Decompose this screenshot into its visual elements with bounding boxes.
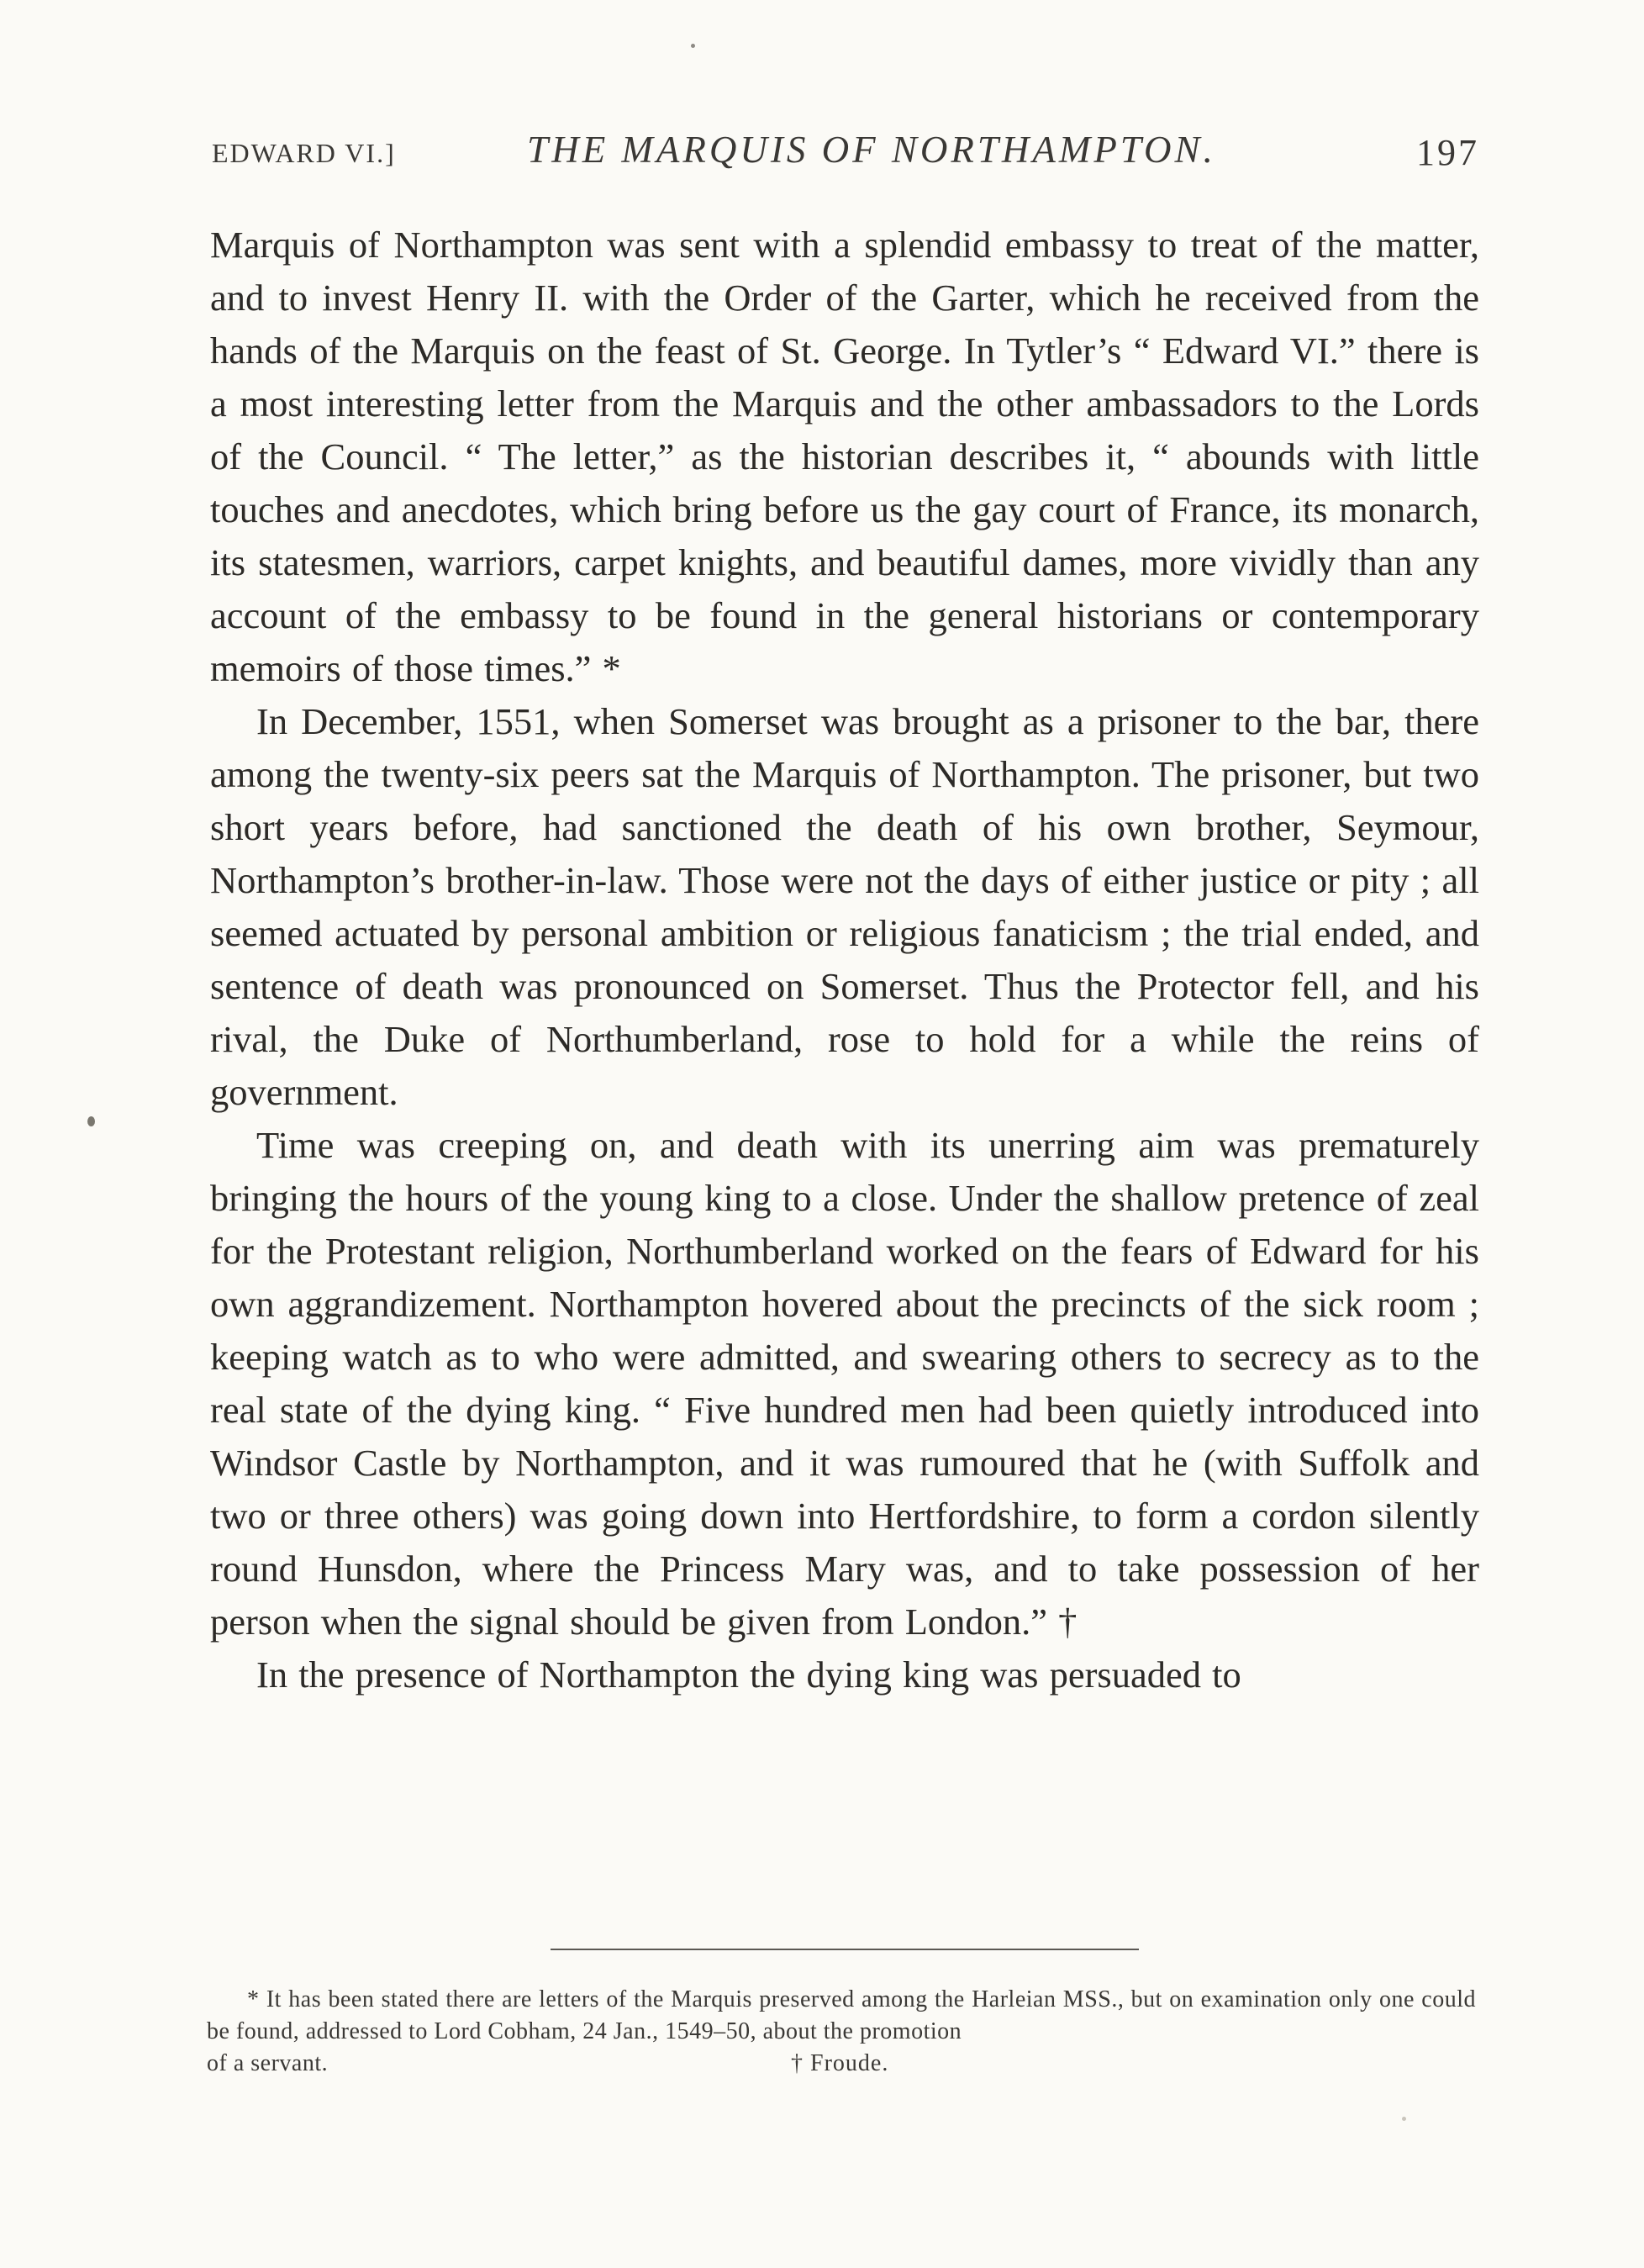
paragraph-4: In the presence of Northampton the dying king was persuaded to	[256, 1654, 1241, 1696]
paper-speck	[1402, 2117, 1406, 2121]
body-text	[210, 219, 1479, 1701]
footnotes	[207, 1984, 1476, 2080]
footnote-dagger: † Froude.	[791, 2050, 889, 2076]
footnote-rule	[551, 1949, 1139, 1950]
footnote-asterisk-tail: of a servant.	[207, 2050, 329, 2076]
header-title: THE MARQUIS OF NORTHAMPTON.	[527, 129, 1216, 171]
paragraph-1: Marquis of Northampton was sent with a splendid embassy to treat of the matter, and to invest Henry II. with the Order of the Garter, which he received from the hands of the Marquis on the feast of St. George. In Tytler’s “ Edward VI.” there is a most interesting letter from the Marquis and the other ambassadors to the Lords of the Council. “ The letter,” as the historian describes it, “ abounds with little touches and anecdotes, which bring before us the gay court of France, its monarch, its statesmen, warriors, carpet knights, and beautiful dames, more vividly than any account of the embassy to be found in the general historians or contemporary memoirs of those times.” *	[210, 224, 1479, 689]
paragraph-2: In December, 1551, when Somerset was brought as a prisoner to the bar, there among the twenty-six peers sat the Marquis of Northampton. The prisoner, but two short years before, had sanctioned the death of his own brother, Seymour, Northampton’s brother-in-law. Those were not the days of either justice or pity ; all seemed actuated by personal ambition or religious fanaticism ; the trial ended, and sentence of death was pronounced on Somerset. Thus the Protector fell, and his rival, the Duke of Northumberland, rose to hold for a while the reins of government.	[210, 700, 1479, 1113]
paragraph-3: Time was creeping on, and death with its unerring aim was prematurely bringing the hours of the young king to a close. Under the shallow pretence of zeal for the Protestant religion, Northumberland worked on the fears of Edward for his own aggrandizement. Northampton hovered about the precincts of the sick room ; keeping watch as to who were admitted, and swearing others to secrecy as to the real state of the dying king. “ Five hundred men had been quietly introduced into Windsor Castle by Northampton, and it was rumoured that he (with Suffolk and two or three others) was going down into Hertfordshire, to form a cordon silently round Hunsdon, where the Princess Mary was, and to take possession of her person when the signal should be given from London.” †	[210, 1124, 1479, 1643]
header-reign: EDWARD VI.]	[212, 138, 396, 168]
footnote-asterisk: * It has been stated there are letters of the Marquis preserved among the Harleian MSS., but on examination only one could be found, addressed to Lord Cobham, 24 Jan., 1549–50, about the promotion	[207, 1986, 1476, 2044]
paper-speck	[87, 1116, 95, 1126]
footnote-row	[207, 2048, 1476, 2080]
paper-speck	[691, 44, 695, 48]
running-header	[212, 128, 1479, 178]
page-number: 197	[1416, 132, 1479, 173]
